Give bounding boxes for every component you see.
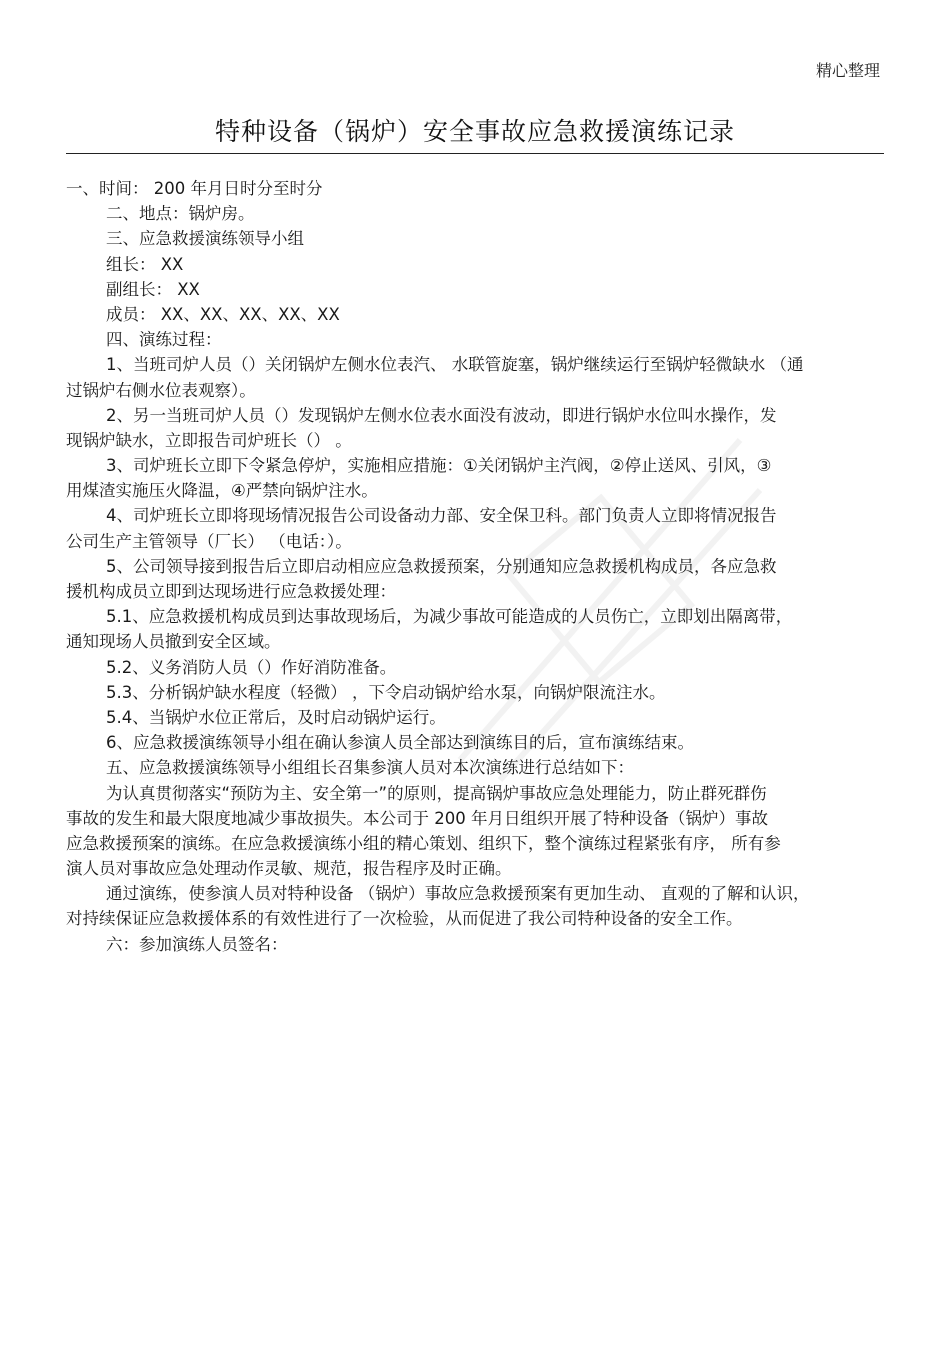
step-2-cont: 现锅炉缺水，立即报告司炉班长（） 。 xyxy=(66,430,352,450)
document-title: 特种设备（锅炉）安全事故应急救援演练记录 xyxy=(214,117,735,146)
document-body xyxy=(66,176,884,957)
section-signatures: 六：参加演练人员签名： xyxy=(106,934,288,954)
summary-p1-line4: 演人员对事故应急处理动作灵敏、规范，报告程序及时正确。 xyxy=(66,859,512,879)
section-summary: 五、应急救援演练领导小组组长召集参演人员对本次演练进行总结如下： xyxy=(106,758,634,778)
step-4: 4、司炉班长立即将现场情况报告公司设备动力部、安全保卫科。部门负责人立即将情况报告 xyxy=(106,506,777,526)
step-1: 1、当班司炉人员（）关闭锅炉左侧水位表汽、 水联管旋塞，锅炉继续运行至锅炉轻微缺水 （通 xyxy=(106,355,804,375)
step-1-cont: 过锅炉右侧水位表观察）。 xyxy=(66,380,256,400)
members: 成员： XX、XX、XX、XX、XX xyxy=(106,304,340,324)
title-divider xyxy=(66,153,884,154)
header-note: 精心整理 xyxy=(815,61,880,80)
deputy-leader: 副组长： XX xyxy=(106,279,200,299)
section-location: 二、地点：锅炉房。 xyxy=(106,204,255,224)
step-6: 6、应急救援演练领导小组在确认参演人员全部达到演练目的后，宣布演练结束。 xyxy=(106,733,694,753)
summary-p1-line1: 为认真贯彻落实“预防为主、安全第一”的原则，提高锅炉事故应急处理能力，防止群死群伤 xyxy=(106,783,767,803)
step-5-3: 5.3、分析锅炉缺水程度（轻微） ，下令启动锅炉给水泵，向锅炉限流注水。 xyxy=(106,682,666,702)
summary-p1-line2: 事故的发生和最大限度地减少事故损失。本公司于 200 年月日组织开展了特种设备（锅炉）事故 xyxy=(66,808,768,828)
step-5-1: 5.1、应急救援机构成员到达事故现场后，为减少事故可能造成的人员伤亡，立即划出隔离带， xyxy=(106,607,793,627)
summary-p1-line3: 应急救援预案的演练。在应急救援演练小组的精心策划、组织下，整个演练过程紧张有序， 所有参 xyxy=(66,833,781,853)
step-5-cont: 援机构成员立即到达现场进行应急救援处理： xyxy=(66,582,396,601)
step-2: 2、另一当班司炉人员（）发现锅炉左侧水位表水面没有波动，即进行锅炉水位叫水操作，发 xyxy=(106,405,777,425)
step-5-4: 5.4、当锅炉水位正常后，及时启动锅炉运行。 xyxy=(106,707,446,727)
step-5-1-cont: 通知现场人员撤到安全区域。 xyxy=(66,632,281,652)
summary-p2-line2: 对持续保证应急救援体系的有效性进行了一次检验，从而促进了我公司特种设备的安全工作。 xyxy=(66,909,743,929)
leader: 组长： XX xyxy=(106,254,184,274)
section-process: 四、演练过程： xyxy=(106,330,222,350)
section-leadership: 三、应急救援演练领导小组 xyxy=(106,229,304,249)
step-3: 3、司炉班长立即下令紧急停炉，实施相应措施：①关闭锅炉主汽阀，②停止送风、引风，③ xyxy=(106,456,772,476)
step-4-cont: 公司生产主管领导（厂长） （电话：）。 xyxy=(66,531,352,551)
step-5: 5、公司领导接到报告后立即启动相应应急救援预案，分别通知应急救援机构成员，各应急救 xyxy=(106,556,777,576)
section-time: 一、时间： 200 年月日时分至时分 xyxy=(66,179,323,198)
step-5-2: 5.2、义务消防人员（）作好消防准备。 xyxy=(106,657,397,677)
summary-p2-line1: 通过演练，使参演人员对特种设备 （锅炉）事故应急救援预案有更加生动、 直观的了解和认识， xyxy=(106,884,810,904)
step-3-cont: 用煤渣实施压火降温，④严禁向锅炉注水。 xyxy=(66,481,378,501)
